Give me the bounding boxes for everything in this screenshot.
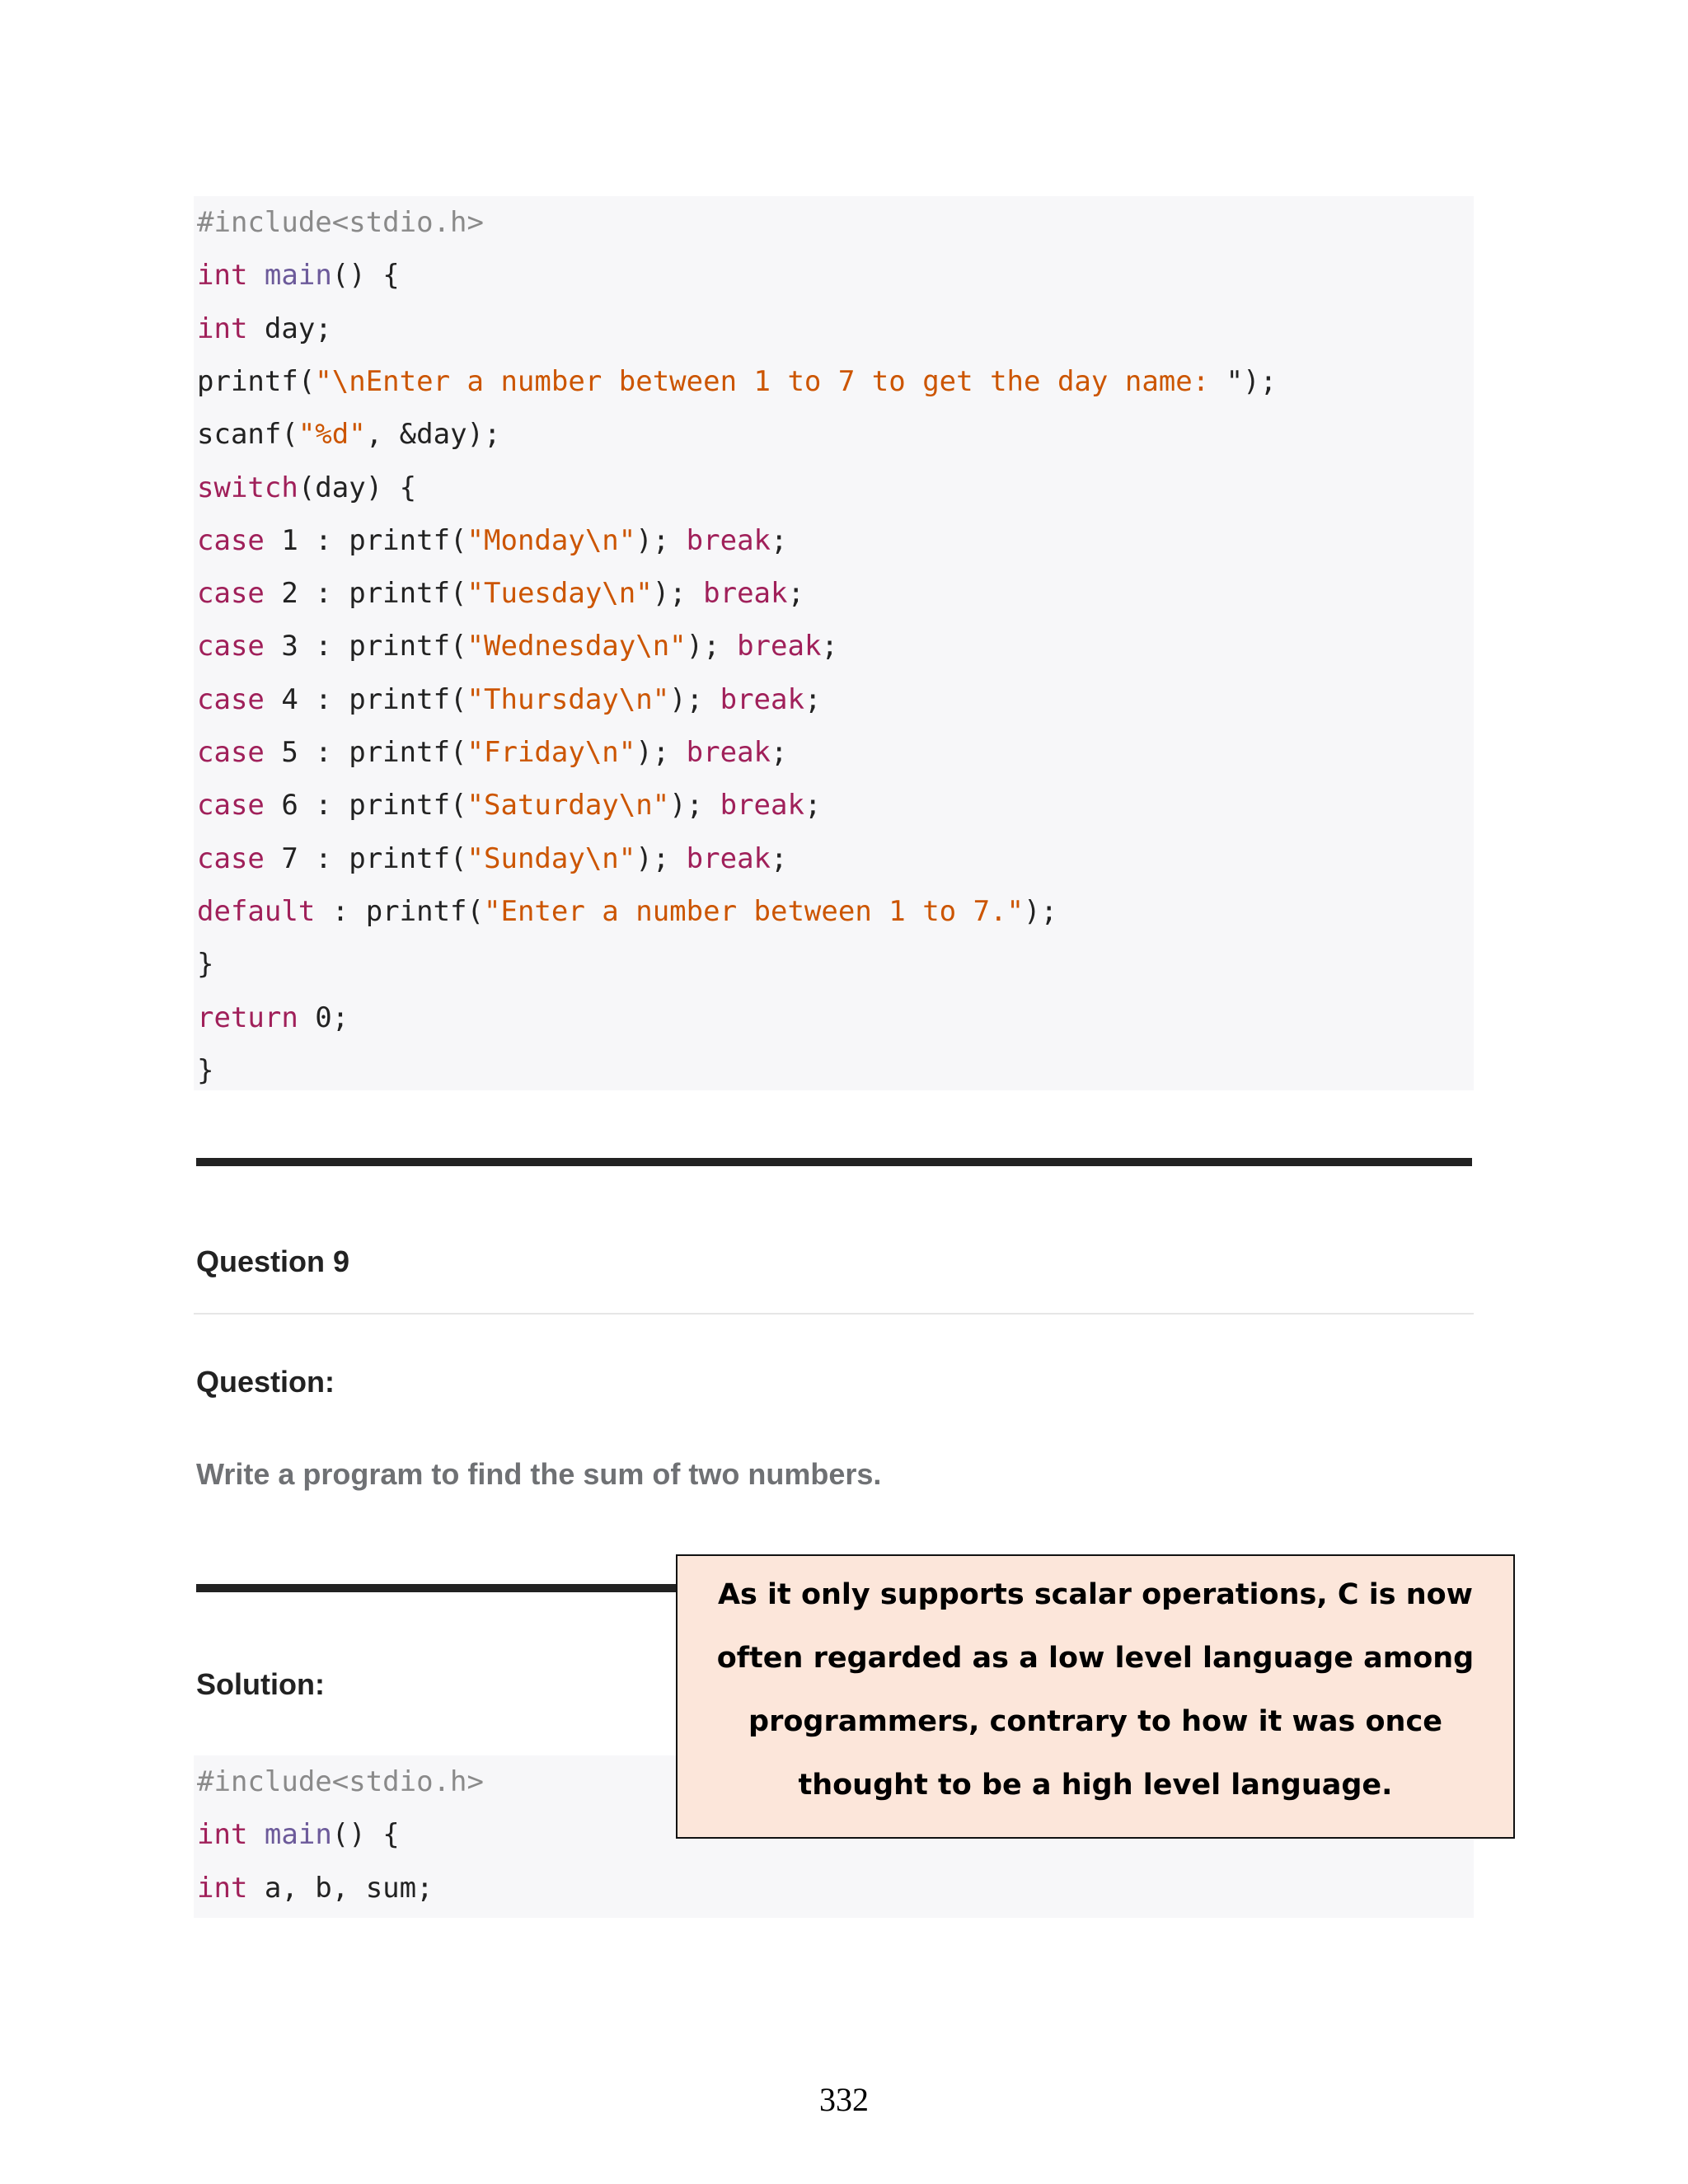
code-line (197, 779, 821, 832)
section-divider (196, 1584, 678, 1592)
solution-label: Solution: (196, 1667, 325, 1701)
code-token: break (686, 841, 771, 875)
code-token: break (703, 577, 788, 611)
code-line (197, 249, 400, 302)
code-token: main (264, 259, 332, 293)
code-token: case (197, 789, 265, 823)
code-token: break (720, 789, 804, 823)
code-token: () { (331, 1818, 400, 1852)
code-line (197, 620, 838, 673)
code-token: () { (331, 259, 400, 293)
question-label: Question: (196, 1365, 335, 1399)
code-token: ); (1024, 894, 1057, 928)
code-token: "Tuesday\n" (467, 577, 653, 611)
code-token: scanf( (197, 418, 298, 452)
code-token: return (197, 1001, 298, 1034)
code-line (197, 832, 788, 885)
code-token: break (686, 523, 771, 557)
code-line (197, 355, 1277, 408)
code-token: "Enter a number between 1 to 7." (484, 894, 1025, 928)
code-token: ); (635, 736, 687, 769)
code-token (247, 1818, 264, 1851)
code-line (197, 567, 804, 620)
code-line (197, 726, 788, 779)
code-token: int (197, 1818, 248, 1852)
code-token: main (264, 1818, 332, 1852)
code-token: "Saturday\n" (467, 789, 670, 823)
code-line (197, 1808, 400, 1861)
code-token: case (197, 630, 265, 663)
code-token: int (197, 259, 248, 293)
code-token: break (737, 630, 822, 663)
code-token: ; (771, 736, 788, 769)
code-token: switch (197, 471, 298, 504)
code-token: ); (669, 682, 720, 716)
page-number: 332 (819, 2081, 869, 2118)
code-token: 1 : printf( (264, 523, 467, 557)
code-token: int (197, 312, 248, 345)
code-token: case (197, 682, 265, 716)
code-token: printf( (197, 364, 316, 398)
code-token: ; (804, 789, 822, 823)
code-block-day-switch (194, 196, 1474, 1090)
code-token: (day) { (298, 471, 417, 504)
code-token: "Sunday\n" (467, 841, 636, 875)
code-token: day; (247, 312, 332, 345)
code-token: } (197, 948, 214, 982)
code-token: case (197, 523, 265, 557)
note-line: programmers, contrary to how it was once (748, 1704, 1442, 1738)
code-token: 0; (298, 1001, 349, 1034)
code-token: ); (652, 577, 704, 611)
code-line (197, 991, 349, 1044)
question-9-title: Question 9 (196, 1244, 350, 1278)
code-token: 2 : printf( (264, 577, 467, 611)
note-text (717, 1563, 1474, 1817)
code-token: ); (686, 630, 738, 663)
code-token: #include<stdio.h> (197, 1765, 484, 1798)
heading-underline (194, 1313, 1474, 1315)
code-token: ; (771, 841, 788, 875)
section-divider (196, 1158, 1472, 1166)
code-line (197, 302, 332, 355)
code-line (197, 196, 484, 249)
code-line (197, 1044, 213, 1097)
code-token: #include<stdio.h> (197, 206, 484, 239)
code-token (247, 259, 264, 292)
code-token: case (197, 841, 265, 875)
note-line: thought to be a high level language. (798, 1768, 1393, 1802)
note-line: As it only supports scalar operations, C is now (717, 1577, 1474, 1611)
code-token: a, b, sum; (247, 1871, 434, 1905)
note-callout-box (676, 1554, 1515, 1839)
code-line (197, 408, 500, 461)
code-token: 7 : printf( (264, 841, 467, 875)
code-line (197, 462, 416, 514)
code-token: 5 : printf( (264, 736, 467, 769)
code-token: } (197, 1053, 214, 1087)
code-token: : printf( (315, 894, 484, 928)
code-token: ; (771, 523, 788, 557)
code-token: "Monday\n" (467, 523, 636, 557)
code-line (197, 514, 788, 567)
question-text: Write a program to find the sum of two numbers. (196, 1457, 882, 1491)
code-token: "\nEnter a number between 1 to 7 to get the day name: (315, 364, 1226, 398)
code-token: case (197, 577, 265, 611)
code-token: ; (787, 577, 804, 611)
code-token: "); (1226, 364, 1278, 398)
code-token: break (720, 682, 804, 716)
code-token: ); (635, 523, 687, 557)
code-token: 3 : printf( (264, 630, 467, 663)
code-line (197, 938, 213, 991)
code-token: ; (821, 630, 838, 663)
code-token: 4 : printf( (264, 682, 467, 716)
code-token: "Thursday\n" (467, 682, 670, 716)
code-token: int (197, 1871, 248, 1905)
code-line (197, 673, 821, 726)
code-line (197, 1755, 484, 1808)
code-token: , &day); (365, 418, 501, 452)
code-line (197, 1862, 434, 1915)
code-token: ); (635, 841, 687, 875)
code-line (197, 885, 1057, 938)
code-token: 6 : printf( (264, 789, 467, 823)
code-token: default (197, 894, 316, 928)
note-line: often regarded as a low level language among (716, 1641, 1475, 1675)
code-token: ); (669, 789, 720, 823)
code-token: break (686, 736, 771, 769)
code-token: "%d" (298, 418, 366, 452)
code-token: "Wednesday\n" (467, 630, 687, 663)
code-token: "Friday\n" (467, 736, 636, 769)
code-token: case (197, 736, 265, 769)
code-token: ; (804, 682, 822, 716)
